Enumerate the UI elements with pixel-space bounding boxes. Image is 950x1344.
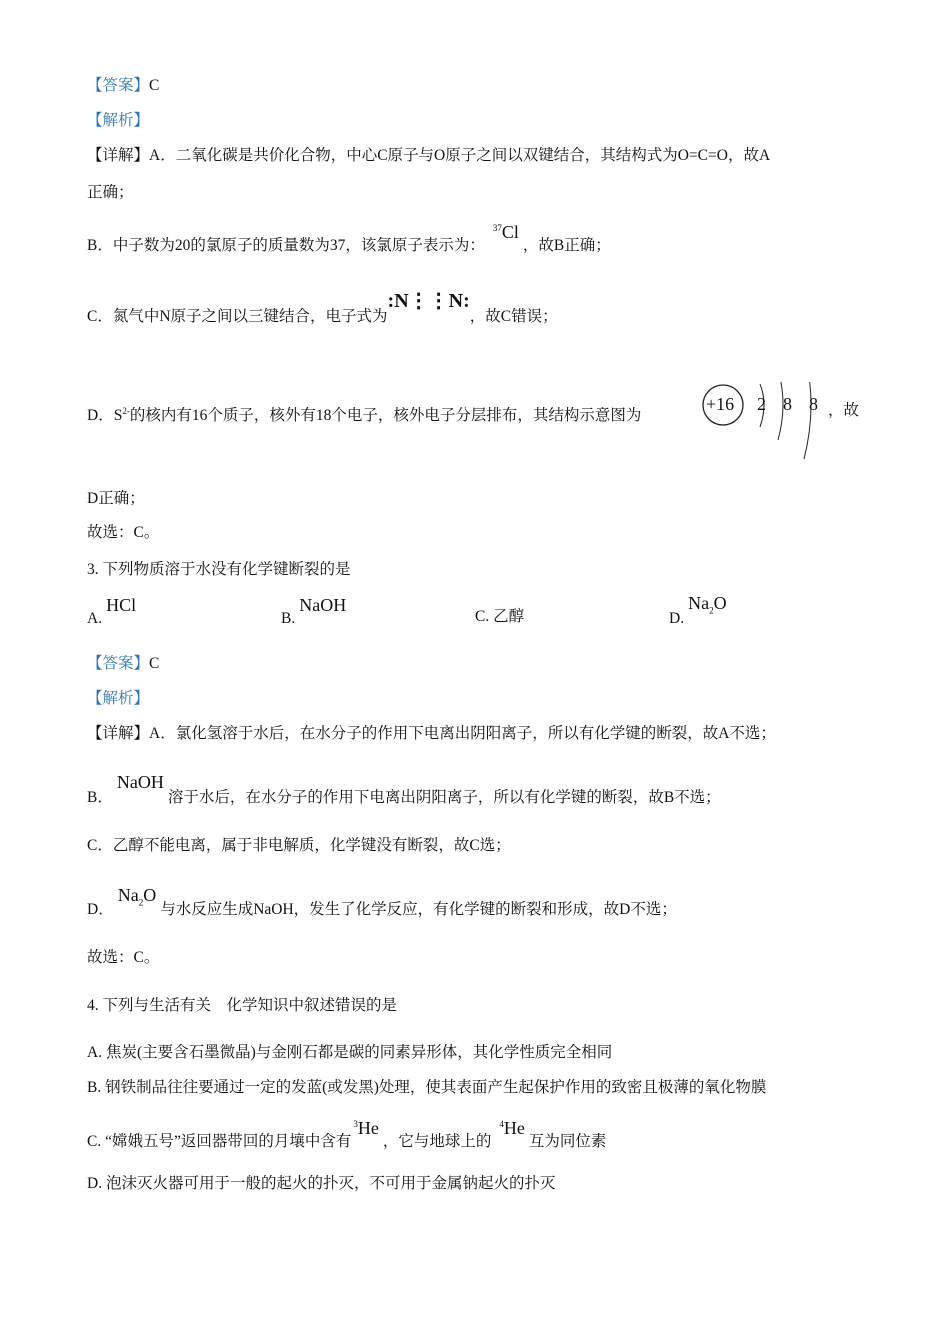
text: ，它与地球上的 xyxy=(382,1133,492,1150)
q2-detail-a xyxy=(87,146,770,166)
q3-conclusion: 故选：C。 xyxy=(87,949,160,966)
q3-option-d[interactable] xyxy=(669,593,731,635)
he3-formula xyxy=(353,1114,379,1138)
mass-number: 4 xyxy=(499,1119,504,1129)
option-formula xyxy=(688,593,727,621)
ion-charge: 2- xyxy=(122,406,130,416)
answer-value: C xyxy=(149,655,160,672)
q4-option-b[interactable]: B. 钢铁制品往往要通过一定的发蓝(或发黑)处理，使其表面产生起保护作用的致密且极薄的氧化物膜 xyxy=(87,1079,767,1096)
text: ，故B正确； xyxy=(522,237,611,254)
option-label: D. xyxy=(669,610,685,627)
option-label: C. xyxy=(475,608,490,625)
q2-answer xyxy=(87,76,159,96)
detail-text: A．二氧化碳是共价化合物，中心C原子与O原子之间以双键结合，其结构式为O=C=O，故A xyxy=(149,147,771,164)
option-label: A. xyxy=(87,610,103,627)
q3-option-a[interactable] xyxy=(87,595,140,629)
formula-subscript: 2 xyxy=(138,897,144,908)
formula-part: Na xyxy=(688,593,710,613)
q3-stem: 3. 下列物质溶于水没有化学键断裂的是 xyxy=(87,561,351,578)
q3-detail-d xyxy=(87,885,677,926)
text: 的核内有16个质子，核外有18个电子，核外电子分层排布，其结构示意图为 xyxy=(129,407,642,425)
q2-detail-a-cont: 正确； xyxy=(87,184,134,201)
q2-detail-b xyxy=(87,222,611,256)
q3-analysis-tag: 【解析】 xyxy=(87,690,150,707)
text: 与水反应生成NaOH，发生了化学反应，有化学键的断裂和形成，故D不选； xyxy=(160,901,677,918)
q2-conclusion: 故选：C。 xyxy=(87,524,160,541)
text: ，故 xyxy=(828,402,860,419)
element-symbol: Cl xyxy=(501,222,519,242)
q2-analysis-tag: 【解析】 xyxy=(87,112,150,129)
q3-answer xyxy=(87,654,159,674)
option-label: B. xyxy=(281,610,296,627)
q3-option-c[interactable] xyxy=(475,607,524,627)
he4-formula xyxy=(499,1114,525,1138)
formula-subscript: 2 xyxy=(709,605,714,616)
option-formula: HCl xyxy=(106,595,137,615)
mass-number: 37 xyxy=(492,223,502,233)
text: ，故C错误； xyxy=(469,308,558,325)
mass-number: 3 xyxy=(353,1119,358,1129)
formula-part: O xyxy=(143,885,157,905)
answer-tag: 【答案】 xyxy=(87,655,150,672)
element-symbol: He xyxy=(357,1118,379,1138)
element-symbol: He xyxy=(503,1118,525,1138)
answer-value: C xyxy=(149,77,160,94)
text: 互为同位素 xyxy=(528,1133,607,1150)
nucleus-charge: +16 xyxy=(706,394,735,414)
q3-detail-c: C．乙醇不能电离，属于非电解质，化学键没有断裂，故C选； xyxy=(87,837,511,854)
q4-option-d[interactable]: D. 泡沫灭火器可用于一般的起火的扑灭，不可用于金属钠起火的扑灭 xyxy=(87,1175,556,1192)
text: D． xyxy=(87,901,114,918)
formula-part: Na xyxy=(117,885,139,905)
q2-detail-c xyxy=(87,290,558,327)
q3-option-b[interactable] xyxy=(281,595,350,629)
detail-tag: 【详解】 xyxy=(87,725,150,742)
q2-detail-d xyxy=(87,401,641,426)
text: 溶于水后，在水分子的作用下电离出阴阳离子，所以有化学键的断裂，故B不选； xyxy=(167,789,721,806)
q4-option-a[interactable]: A. 焦炭(主要含石墨微晶)与金刚石都是碳的同素异形体，其化学性质完全相同 xyxy=(87,1044,613,1061)
n2-electron-formula: :N⋮⋮N: xyxy=(387,290,470,312)
text: D．S xyxy=(87,407,123,425)
text: C. “嫦娥五号”返回器带回的月壤中含有 xyxy=(87,1133,352,1150)
text: B．中子数为20的氯原子的质量数为37，该氯原子表示为： xyxy=(87,237,485,254)
q3-detail-a xyxy=(87,724,776,744)
q4-stem: 4. 下列与生活有关 化学知识中叙述错误的是 xyxy=(87,997,398,1014)
option-formula: NaOH xyxy=(299,595,347,615)
q2-detail-d-cont: D正确； xyxy=(87,490,145,507)
shell-2: 8 xyxy=(783,394,792,414)
q4-option-c[interactable] xyxy=(87,1118,607,1152)
q3-detail-b xyxy=(87,772,721,808)
formula-part: O xyxy=(713,593,727,613)
option-formula: 乙醇 xyxy=(493,608,525,625)
naoh-formula: NaOH xyxy=(116,772,164,792)
shell-3: 8 xyxy=(809,394,818,414)
detail-tag: 【详解】 xyxy=(87,147,150,164)
shell-1: 2 xyxy=(757,394,766,414)
na2o-formula xyxy=(118,885,157,913)
text: B． xyxy=(87,789,113,806)
text: C．氮气中N原子之间以三键结合，电子式为 xyxy=(87,308,388,325)
answer-tag: 【答案】 xyxy=(87,77,150,94)
chlorine-isotope-formula xyxy=(493,218,519,242)
detail-text: A．氯化氢溶于水后，在水分子的作用下电离出阴阳离子，所以有化学键的断裂，故A不选； xyxy=(149,725,776,742)
